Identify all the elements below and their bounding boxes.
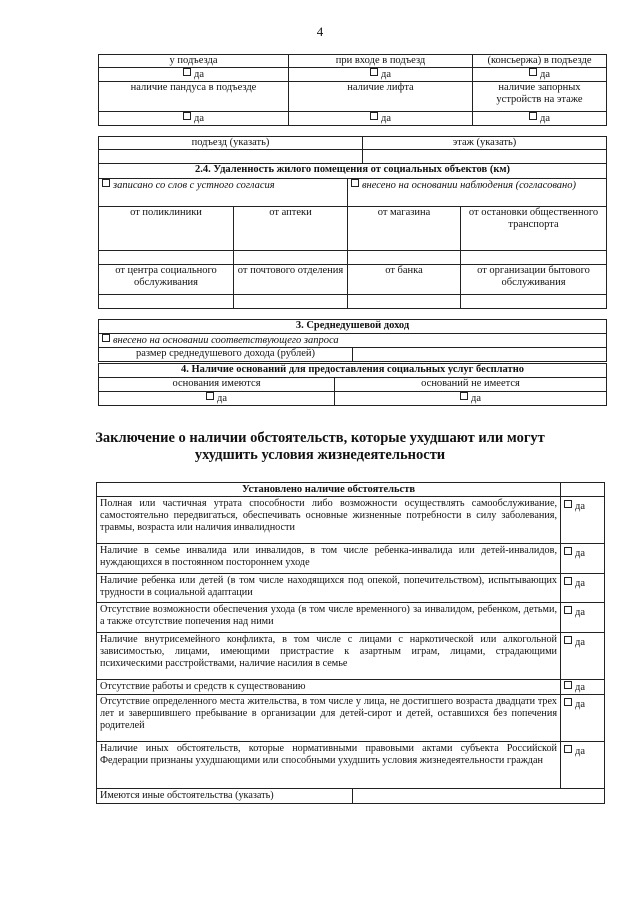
circumstance-item: Наличие ребенка или детей (в том числе находящихся под опекой, попечительством), испытывающих трудности в социальной адаптации: [97, 574, 561, 603]
checkbox-cell[interactable]: да: [289, 68, 473, 82]
checkbox-cell[interactable]: да: [561, 695, 605, 742]
entrance-header-entry: при входе в подъезд: [289, 55, 473, 68]
checkbox-icon[interactable]: [529, 68, 537, 76]
checkbox-cell[interactable]: да: [99, 68, 289, 82]
checkbox-icon[interactable]: [183, 112, 191, 120]
checkbox-icon[interactable]: [102, 179, 110, 187]
page-number: 4: [316, 24, 324, 39]
distance-input[interactable]: [461, 295, 607, 309]
checkbox-cell[interactable]: да: [289, 112, 473, 126]
checkbox-cell[interactable]: да: [561, 633, 605, 680]
checkbox-icon[interactable]: [370, 112, 378, 120]
circumstance-item: Наличие в семье инвалида или инвалидов, в том числе ребенка-инвалида или детей-инвалидов, нуждающихся в постоянном постороннем уходе: [97, 544, 561, 574]
checkbox-cell[interactable]: да: [561, 603, 605, 633]
income-size-input[interactable]: [353, 348, 607, 362]
conclusion-title: Заключение о наличии обстоятельств, которые ухудшают или могут ухудшить условия жизнедеятельности: [95, 430, 545, 463]
checkbox-icon[interactable]: [183, 68, 191, 76]
entrance-floor-table: [98, 136, 607, 164]
entrance-table: [98, 54, 607, 126]
circumstances-table: [96, 482, 605, 804]
checkbox-icon[interactable]: [564, 577, 572, 585]
grounds-exist: основания имеются: [99, 378, 335, 392]
checkbox-icon[interactable]: [564, 698, 572, 706]
other-circumstances-input[interactable]: [353, 789, 605, 804]
entrance-label: подъезд (указать): [99, 137, 363, 150]
checkbox-cell[interactable]: да: [561, 574, 605, 603]
checkbox-cell[interactable]: да: [473, 112, 607, 126]
ramp-header: наличие пандуса в подъезде: [99, 82, 289, 112]
distance-bank: от банка: [348, 265, 461, 295]
other-circumstances-label: Имеются иные обстоятельства (указать): [97, 789, 353, 804]
checkbox-cell[interactable]: да: [561, 680, 605, 695]
income-table: [98, 319, 607, 362]
entrance-header-concierge: (консьержа) в подъезде: [473, 55, 607, 68]
checkbox-icon[interactable]: [564, 636, 572, 644]
checkbox-icon[interactable]: [529, 112, 537, 120]
distance-input[interactable]: [461, 251, 607, 265]
social-distance-table: [98, 163, 607, 309]
circumstance-item: Наличие внутрисемейного конфликта, в том числе с лицами с наркотической или алкогольной зависимостью, лицами, имеющими пристрастие к азартным играм, лицами, страдающими психическими расстройствами, наличие насилия в семье: [97, 633, 561, 680]
grounds-title: 4. Наличие оснований для предоставления социальных услуг бесплатно: [99, 364, 607, 378]
distance-input[interactable]: [99, 251, 234, 265]
circumstance-item: Отсутствие работы и средств к существованию: [97, 680, 561, 695]
checkbox-icon[interactable]: [370, 68, 378, 76]
distance-social-center: от центра социального обслуживания: [99, 265, 234, 295]
circumstance-item: Наличие иных обстоятельств, которые нормативными правовыми актами субъекта Российской Федерации признаны ухудшающими или способными ухудшить условия жизнедеятельности граждан: [97, 742, 561, 789]
distance-post: от почтового отделения: [234, 265, 348, 295]
checkbox-icon[interactable]: [564, 681, 572, 689]
circumstance-item: Отсутствие возможности обеспечения ухода (в том числе временного) за инвалидом, ребенком, детьми, а также отсутствие попечения над ними: [97, 603, 561, 633]
checkbox-icon[interactable]: [564, 500, 572, 508]
entrance-header-at: у подъезда: [99, 55, 289, 68]
income-option-request[interactable]: внесено на основании соответствующего запроса: [99, 334, 607, 348]
elevator-header: наличие лифта: [289, 82, 473, 112]
distance-input[interactable]: [348, 295, 461, 309]
checkbox-cell[interactable]: да: [99, 112, 289, 126]
circumstance-item: Отсутствие определенного места жительства, в том числе у лица, не достигшего возраста двадцати трех лет и завершившего пребывание в организации для детей-сирот и детей, оставшихся без попечения родителей: [97, 695, 561, 742]
floor-input[interactable]: [363, 150, 607, 164]
distance-polyclinic: от поликлиники: [99, 207, 234, 251]
checkbox-icon[interactable]: [102, 334, 110, 342]
distance-input[interactable]: [234, 251, 348, 265]
grounds-not-exist: оснований не имеется: [335, 378, 607, 392]
checkbox-cell[interactable]: да: [473, 68, 607, 82]
checkbox-cell[interactable]: да: [335, 392, 607, 406]
checkbox-cell[interactable]: да: [99, 392, 335, 406]
circumstance-item: Полная или частичная утрата способности либо возможности осуществлять самообслуживание, самостоятельно передвигаться, обеспечивать основные жизненные потребности в силу заболевания, травмы, возраста или наличия инвалидности: [97, 497, 561, 544]
distance-services: от организации бытового обслуживания: [461, 265, 607, 295]
option-oral[interactable]: записано со слов с устного согласия: [99, 179, 348, 207]
floor-label: этаж (указать): [363, 137, 607, 150]
income-title: 3. Среднедушевой доход: [99, 320, 607, 334]
distance-input[interactable]: [234, 295, 348, 309]
circumstances-header: Установлено наличие обстоятельств: [97, 483, 561, 497]
checkbox-icon[interactable]: [564, 547, 572, 555]
grounds-table: [98, 363, 607, 406]
checkbox-cell[interactable]: да: [561, 742, 605, 789]
distance-input[interactable]: [99, 295, 234, 309]
distance-transport: от остановки общественного транспорта: [461, 207, 607, 251]
social-distance-title: 2.4. Удаленность жилого помещения от социальных объектов (км): [99, 164, 607, 179]
lock-header: наличие запорных устройств на этаже: [473, 82, 607, 112]
checkbox-icon[interactable]: [564, 745, 572, 753]
checkbox-icon[interactable]: [351, 179, 359, 187]
checkbox-icon[interactable]: [206, 392, 214, 400]
distance-shop: от магазина: [348, 207, 461, 251]
option-observed[interactable]: внесено на основании наблюдения (согласовано): [348, 179, 607, 207]
checkbox-icon[interactable]: [564, 606, 572, 614]
checkbox-cell[interactable]: да: [561, 497, 605, 544]
income-size-label: размер среднедушевого дохода (рублей): [99, 348, 353, 362]
distance-input[interactable]: [348, 251, 461, 265]
checkbox-cell[interactable]: да: [561, 544, 605, 574]
entrance-input[interactable]: [99, 150, 363, 164]
distance-pharmacy: от аптеки: [234, 207, 348, 251]
checkbox-icon[interactable]: [460, 392, 468, 400]
